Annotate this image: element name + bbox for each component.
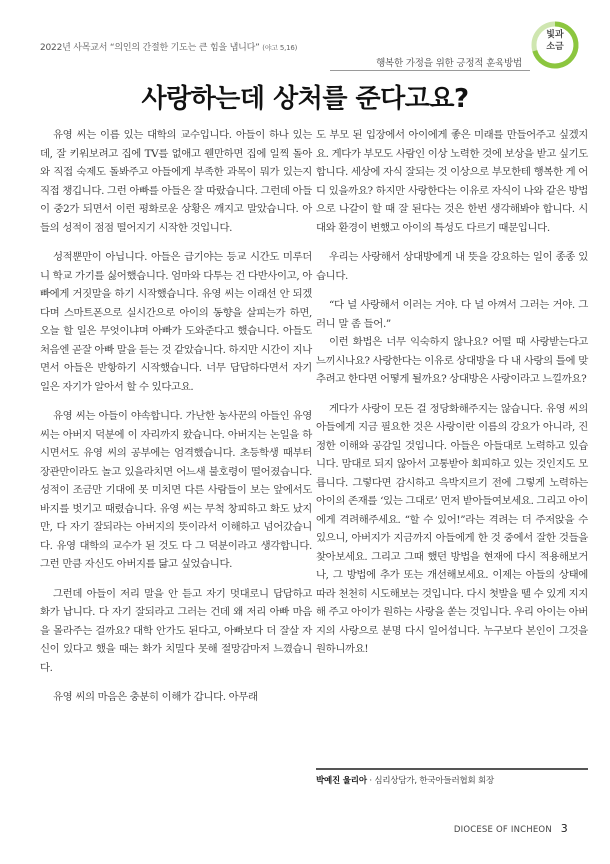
paragraph: “다 널 사랑해서 이러는 거야. 다 널 아껴서 그러는 거야. 그러니 말 좀 들어.”	[316, 299, 588, 330]
series-label-text: 2022년 사목교서 “의인의 간절한 기도는 큰 힘을 냅니다”	[40, 43, 260, 53]
paragraph: 유영 씨는 이름 있는 대학의 교수입니다. 아들이 하나 있는데, 잘 키워보려고 집에 TV를 없애고 웬만하면 집에 일찍 돌아와 직접 숙제도 돌봐주고 아들에게 부족한 과목이 뭐가 있는지 직접 챙깁니다. 그런 아빠를 아들은 잘 따랐습니다. 그런데 아들이 중2가 되면서 이런 평화로운 상황은 깨지고 말았습니다. 아들의 성적이 점점 떨어지기 시작한 것입니다.	[40, 129, 312, 234]
paragraph: 유영 씨는 아들이 야속합니다. 가난한 농사꾼의 아들인 유영 씨는 아버지 덕분에 이 자리까지 왔습니다. 아버지는 논일을 하시면서도 유영 씨의 공부에는 엄격했습니다. 초등학생 때부터 장관만이라도 놀고 있을라치면 어느새 불호령이 떨어졌습니다. 성적이 조금만 기대에 못 미치면 다른 사람들이 보는 앞에서도 바지를 벗기고 때렸습니다. 유영 씨는 무척 창피하고 화도 났지만, 다 자기 잘되라는 아버지의 뜻이라서 이해하고 넘어갔습니다. 유영 대학의 교수가 된 것도 다 그 덕분이라고 생각합니다. 그런 만큼 자신도 아버지를 닮고 싶었습니다.	[40, 410, 312, 570]
section-badge-label	[530, 29, 580, 53]
verse-reference: (야고 5,16)	[262, 44, 298, 52]
author-name: 박예진 울리아	[316, 776, 367, 786]
author-separator: ·	[366, 776, 375, 786]
paragraph: 이런 화법은 너무 익숙하지 않나요? 어떨 때 사랑받는다고 느끼시나요? 사랑한다는 이유로 상대방을 다 내 사랑의 틀에 맞추려고 한다면 어떻게 될까요? 상대방은 사랑이라고 느낄까요?	[316, 336, 588, 385]
header-divider	[330, 70, 530, 71]
paragraph: 성적뿐만이 아닙니다. 아들은 급기야는 등교 시간도 미루더니 학교 가기를 싫어했습니다. 엄마와 다투는 건 다반사이고, 아빠에게 거짓말을 하기 시작했습니다. 유영 씨는 이래선 안 되겠다며 스마트폰으로 실시간으로 아이의 동향을 살피는가 하면, 오늘 할 일은 무엇이냐며 아빠가 도와준다고 했습니다. 아들도 처음엔 곧잘 아빠 말을 듣는 것 같았습니다. 하지만 시간이 지나면서 아들은 반항하기 시작했습니다. 너무 답답하다면서 자기 일은 자기가 알아서 할 수 있다고요.	[40, 251, 312, 393]
paragraph: 게다가 사랑이 모든 걸 정당화해주지는 않습니다. 유영 씨의 아들에게 지금 필요한 것은 사랑이란 이름의 강요가 아니라, 진정한 이해와 공감일 것입니다. 아들은 아들대로 노력하고 있습니다. 맘대로 되지 않아서 고통받아 회피하고 있는 것인지도 모릅니다. 그렇다면 감시하고 윽박지르기 전에 그렇게 노력하는 아이의 존재를 ‘있는 그대로’ 먼저 받아들여보세요. 그리고 아이에게 격려해주세요. “할 수 있어!”라는 격려는 더 주저앉을 수 있으니, 아버지가 지금까지 아들에게 한 것 중에서 잘한 것들을 찾아보세요. 그리고 그때 했던 방법을 현재에 다시 적용해보거나, 그 방법에 추가 또는 개선해보세요. 이제는 아들의 상태에 따라 천천히 시도해보는 것입니다. 다시 첫발을 뗄 수 있게 지지해 주고 아이가 원하는 사랑을 쏟는 것입니다. 우리 아이는 아버지의 사랑으로 분명 다시 일어섭니다. 누구보다 본인이 그것을 원하니까요!	[316, 402, 588, 655]
series-label	[40, 40, 297, 53]
author-credit	[316, 774, 494, 786]
page-footer	[454, 822, 568, 835]
badge-line-1: 빛과	[546, 30, 564, 40]
author-divider	[316, 768, 588, 770]
paragraph: 도 부모 된 입장에서 아이에게 좋은 미래를 만들어주고 싶겠지요. 게다가 부모도 사람인 이상 노력한 것에 보상을 받고 싶기도 합니다. 세상에 자식 잘되는 것 이상으로 부모한테 행복한 게 어디 있을까요? 하지만 사랑한다는 이유로 자식이 나와 같은 방법으로 나갈이 할 때 잘 된다는 것은 한번 생각해봐야 합니다. 시대와 환경이 변했고 아이의 특성도 다르기 때문입니다.	[316, 129, 588, 234]
paragraph: 그런데 아들이 저리 말을 안 듣고 자기 멋대로니 답답하고 화가 납니다. 다 자기 잘되라고 그러는 건데 왜 저리 아빠 마음을 몰라주는 걸까요? 대학 안가도 된다고, 아빠보다 더 잘살 자신이 있다고 했을 때는 화가 치밀다 못해 절망감마저 느꼈습니다.	[40, 587, 312, 674]
paragraph: 우리는 사랑해서 상대방에게 내 뜻을 강요하는 일이 종종 있습니다.	[316, 251, 588, 282]
article-column-right	[316, 126, 588, 659]
article-column-left	[40, 126, 312, 707]
page-number: 3	[560, 822, 568, 835]
author-role: 심리상담가, 한국아들러협회 회장	[374, 776, 495, 786]
badge-line-2: 소금	[546, 42, 564, 52]
article-title: 사랑하는데 상처를 준다고요?	[141, 84, 469, 114]
section-subtitle: 행복한 가정을 위한 긍정적 훈육방법	[376, 58, 522, 69]
paragraph: 유영 씨의 마음은 충분히 이해가 갑니다. 아무래	[53, 691, 258, 703]
publication-name: DIOCESE OF INCHEON	[453, 825, 552, 835]
